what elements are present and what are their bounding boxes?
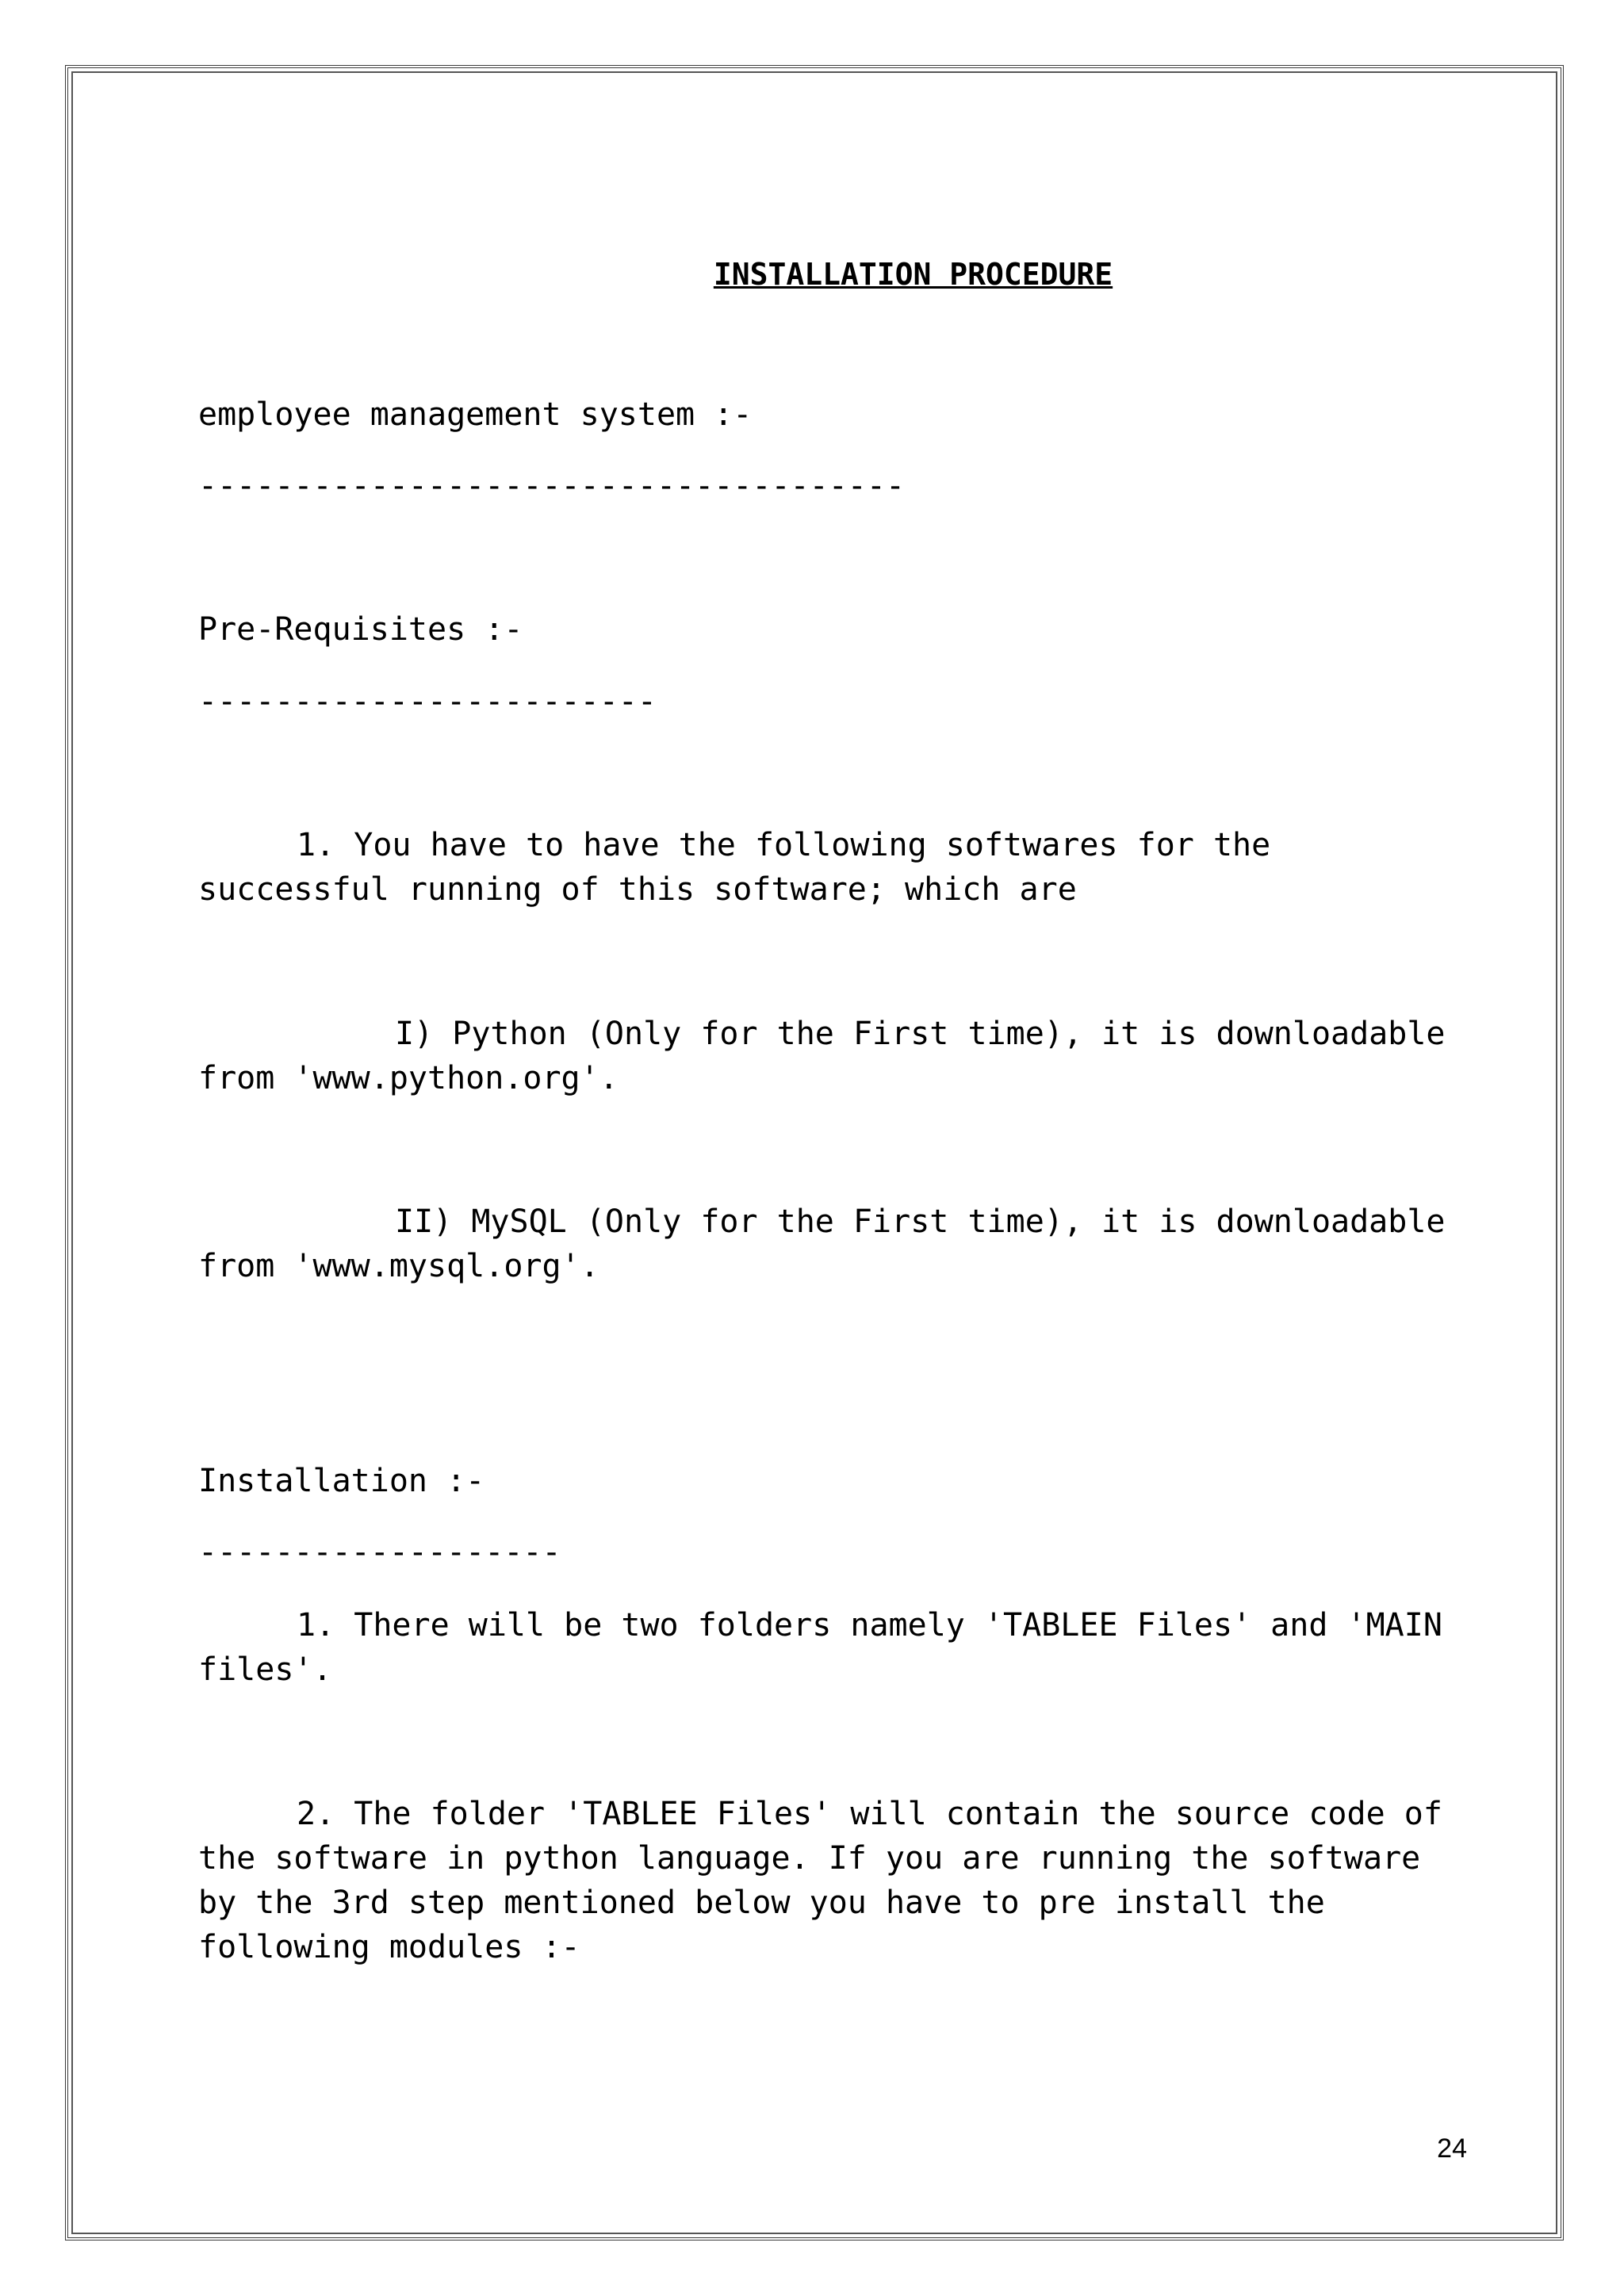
heading-employee-management-system: employee management system :- xyxy=(198,396,753,433)
page-number: 24 xyxy=(1437,2133,1467,2164)
install-item-2: 2. The folder 'TABLEE Files' will contain the source code of the software in python language. If you are running the software by the 3rd step mentioned below you have to pre install the following modules :- xyxy=(198,1796,1462,1965)
install-item-1: 1. There will be two folders namely 'TABLEE Files' and 'MAIN files'. xyxy=(198,1607,1462,1688)
rule-employee-management-system: ------------------------------------- xyxy=(198,468,906,504)
prereq-item-1: 1. You have to have the following softwares for the successful running of this software; which are xyxy=(198,827,1290,908)
prereq-item-1-python: I) Python (Only for the First time), it is downloadable from 'www.python.org'. xyxy=(198,1016,1465,1096)
document-title: INSTALLATION PROCEDURE xyxy=(713,257,1113,292)
heading-pre-requisites: Pre-Requisites :- xyxy=(198,611,523,648)
rule-installation: ------------------- xyxy=(198,1534,561,1571)
rule-pre-requisites: ------------------------ xyxy=(198,683,657,720)
prereq-item-1-mysql: II) MySQL (Only for the First time), it is downloadable from 'www.mysql.org'. xyxy=(198,1203,1465,1284)
heading-installation: Installation :- xyxy=(198,1463,485,1499)
